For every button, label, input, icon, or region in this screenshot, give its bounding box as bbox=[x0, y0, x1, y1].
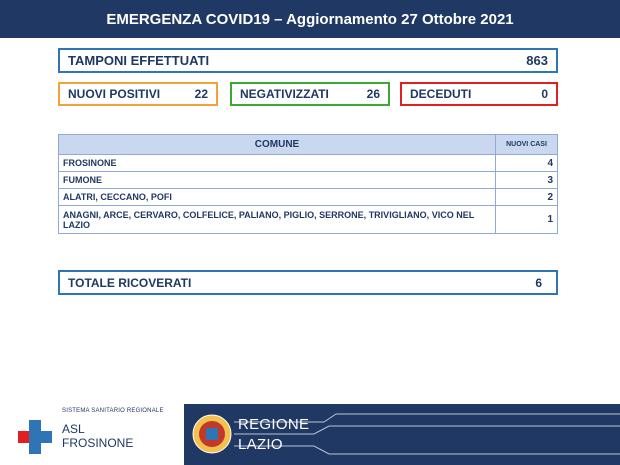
asl-name-line1: ASL bbox=[62, 422, 85, 436]
ricoverati-label: TOTALE RICOVERATI bbox=[68, 275, 192, 290]
table-row bbox=[59, 189, 558, 206]
row-casi: 3 bbox=[496, 172, 558, 189]
row-comune: ANAGNI, ARCE, CERVARO, COLFELICE, PALIANO, PIGLIO, SERRONE, TRIVIGLIANO, VICO NEL LAZIO bbox=[59, 206, 496, 234]
row-comune: FROSINONE bbox=[59, 155, 496, 172]
row-casi: 1 bbox=[496, 206, 558, 234]
positivi-label-b: POSITIVI bbox=[106, 87, 161, 101]
asl-cross-icon bbox=[18, 420, 52, 454]
negativizzati-box bbox=[230, 82, 390, 106]
regione-lazio-banner bbox=[184, 404, 620, 465]
asl-system-label: SISTEMA SANITARIO REGIONALE bbox=[62, 408, 164, 414]
table-header-row bbox=[59, 135, 558, 155]
negativizzati-label: NEGATIVIZZATI bbox=[240, 87, 329, 101]
row-casi: 4 bbox=[496, 155, 558, 172]
table-row bbox=[59, 155, 558, 172]
tamponi-label: TAMPONI EFFETTUATI bbox=[68, 53, 210, 68]
positivi-label bbox=[68, 87, 160, 101]
positivi-box bbox=[58, 82, 218, 106]
regione-line1: REGIONE bbox=[238, 416, 310, 433]
negativizzati-value: 26 bbox=[366, 87, 380, 101]
deceduti-box bbox=[400, 82, 558, 106]
report-header bbox=[0, 0, 620, 38]
table-row bbox=[59, 206, 558, 234]
decorative-lines bbox=[184, 404, 620, 465]
table-row bbox=[59, 172, 558, 189]
column-header-casi: NUOVI CASI bbox=[496, 135, 558, 155]
report-title: EMERGENZA COVID19 – Aggiornamento 27 Ottobre 2021 bbox=[106, 10, 514, 28]
row-comune: ALATRI, CECCANO, POFI bbox=[59, 189, 496, 206]
asl-logo bbox=[18, 406, 188, 456]
positivi-value: 22 bbox=[194, 87, 208, 101]
column-header-comune: COMUNE bbox=[59, 135, 496, 155]
regione-emblem-icon bbox=[192, 414, 232, 454]
regione-line2: LAZIO bbox=[238, 436, 283, 453]
ricoverati-box bbox=[58, 270, 558, 295]
deceduti-value: 0 bbox=[541, 87, 548, 101]
ricoverati-value: 6 bbox=[535, 275, 542, 290]
asl-name-line2: FROSINONE bbox=[62, 436, 134, 450]
row-casi: 2 bbox=[496, 189, 558, 206]
comuni-table bbox=[58, 134, 558, 234]
positivi-label-a: NUOVI bbox=[68, 87, 107, 101]
tamponi-value: 863 bbox=[526, 53, 548, 68]
row-comune: FUMONE bbox=[59, 172, 496, 189]
deceduti-label: DECEDUTI bbox=[410, 87, 472, 101]
tamponi-box bbox=[58, 48, 558, 73]
